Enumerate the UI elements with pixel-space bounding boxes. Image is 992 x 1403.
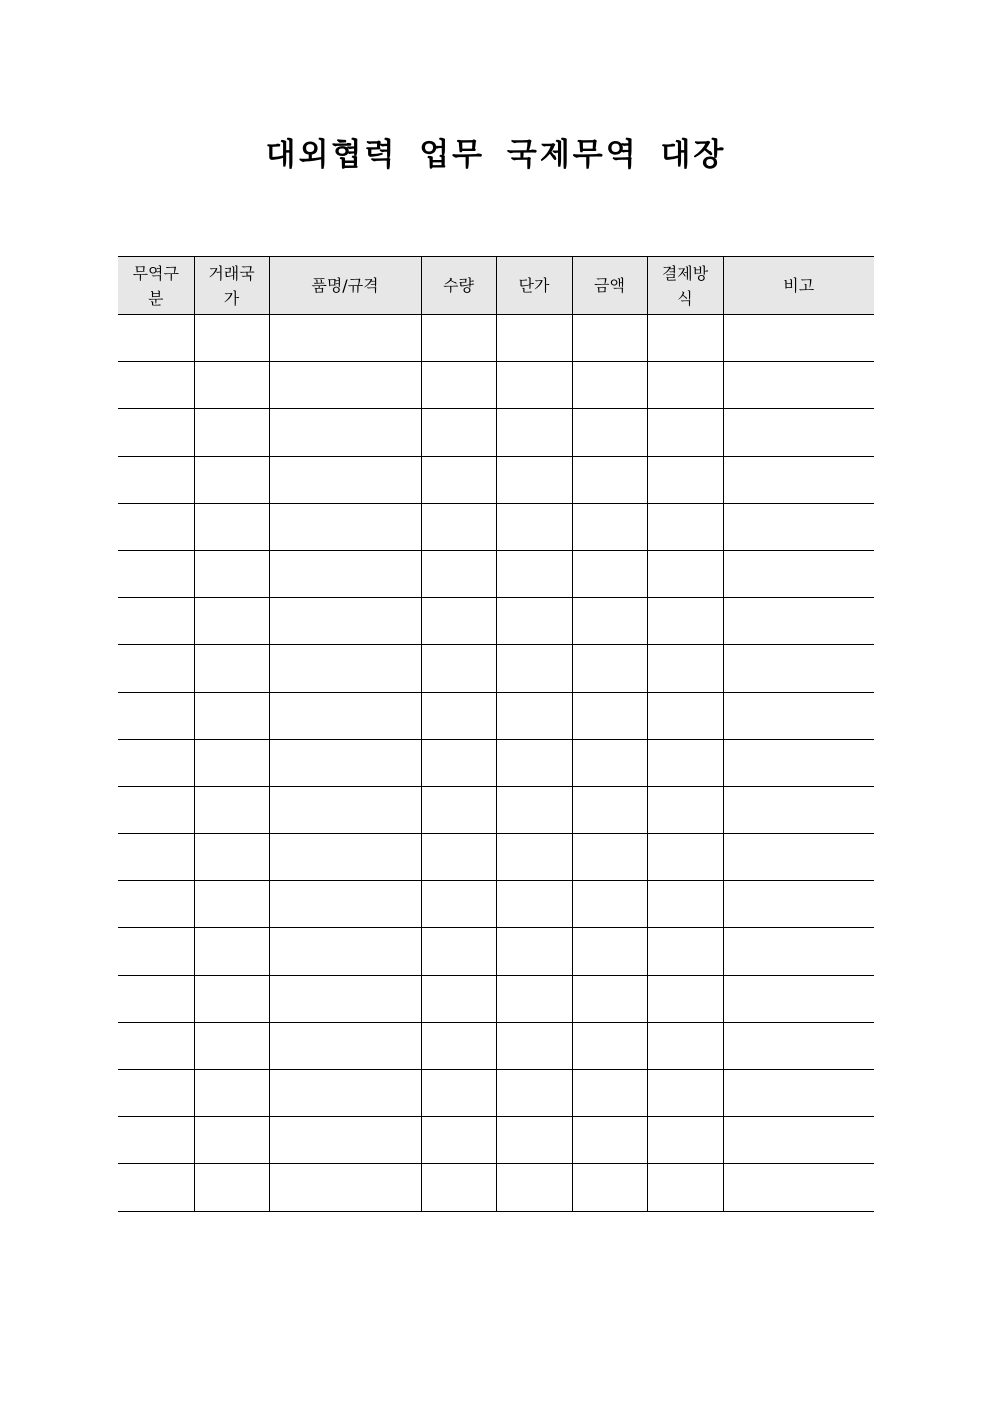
table-cell-trade-type[interactable] (118, 1022, 194, 1069)
table-row (118, 1117, 874, 1164)
table-cell-trade-type[interactable] (118, 1117, 194, 1164)
table-cell-trade-type[interactable] (118, 834, 194, 881)
table-cell-partner-country[interactable] (194, 928, 269, 975)
table-cell-quantity[interactable] (421, 315, 496, 362)
table-cell-item-spec[interactable] (269, 692, 421, 739)
table-cell-item-spec[interactable] (269, 1117, 421, 1164)
table-row (118, 503, 874, 550)
table-row (118, 739, 874, 786)
table-row (118, 362, 874, 409)
table-cell-unit-price[interactable] (496, 503, 572, 550)
table-cell-quantity[interactable] (421, 1022, 496, 1069)
table-cell-payment-method[interactable] (647, 1022, 723, 1069)
table-cell-quantity[interactable] (421, 550, 496, 597)
table-cell-quantity[interactable] (421, 786, 496, 833)
table-cell-unit-price[interactable] (496, 1070, 572, 1117)
table-cell-trade-type[interactable] (118, 1070, 194, 1117)
table-cell-partner-country[interactable] (194, 1164, 269, 1211)
table-row (118, 975, 874, 1022)
table-cell-remarks[interactable] (723, 456, 874, 503)
table-cell-quantity[interactable] (421, 975, 496, 1022)
table-row (118, 598, 874, 645)
table-cell-trade-type[interactable] (118, 409, 194, 456)
table-cell-quantity[interactable] (421, 739, 496, 786)
table-cell-item-spec[interactable] (269, 503, 421, 550)
table-row (118, 834, 874, 881)
table-cell-quantity[interactable] (421, 834, 496, 881)
table-cell-amount[interactable] (572, 409, 647, 456)
table-cell-payment-method[interactable] (647, 692, 723, 739)
table-cell-partner-country[interactable] (194, 598, 269, 645)
table-row (118, 1164, 874, 1211)
table-cell-amount[interactable] (572, 692, 647, 739)
table-cell-partner-country[interactable] (194, 362, 269, 409)
table-cell-amount[interactable] (572, 1070, 647, 1117)
table-row (118, 881, 874, 928)
table-cell-payment-method[interactable] (647, 1070, 723, 1117)
table-cell-quantity[interactable] (421, 598, 496, 645)
table-cell-payment-method[interactable] (647, 834, 723, 881)
table-cell-remarks[interactable] (723, 1070, 874, 1117)
table-cell-trade-type[interactable] (118, 550, 194, 597)
table-cell-amount[interactable] (572, 456, 647, 503)
table-cell-remarks[interactable] (723, 409, 874, 456)
table-cell-item-spec[interactable] (269, 1070, 421, 1117)
table-header-row (118, 257, 874, 315)
table-cell-unit-price[interactable] (496, 1164, 572, 1211)
table-cell-trade-type[interactable] (118, 362, 194, 409)
table-body (118, 315, 874, 1212)
table-cell-unit-price[interactable] (496, 739, 572, 786)
table-cell-item-spec[interactable] (269, 1164, 421, 1211)
table-cell-trade-type[interactable] (118, 692, 194, 739)
table-cell-payment-method[interactable] (647, 881, 723, 928)
table-cell-remarks[interactable] (723, 1022, 874, 1069)
table-cell-trade-type[interactable] (118, 786, 194, 833)
table-cell-partner-country[interactable] (194, 315, 269, 362)
table-cell-item-spec[interactable] (269, 456, 421, 503)
table-cell-partner-country[interactable] (194, 739, 269, 786)
column-header-remarks: 비고 (723, 257, 874, 315)
table-cell-item-spec[interactable] (269, 409, 421, 456)
table-cell-amount[interactable] (572, 362, 647, 409)
table-cell-partner-country[interactable] (194, 645, 269, 692)
table-cell-item-spec[interactable] (269, 598, 421, 645)
table-cell-quantity[interactable] (421, 409, 496, 456)
table-cell-amount[interactable] (572, 1022, 647, 1069)
table-cell-remarks[interactable] (723, 1117, 874, 1164)
table-cell-unit-price[interactable] (496, 928, 572, 975)
table-cell-item-spec[interactable] (269, 881, 421, 928)
table-cell-amount[interactable] (572, 598, 647, 645)
table-cell-trade-type[interactable] (118, 315, 194, 362)
table-cell-trade-type[interactable] (118, 645, 194, 692)
table-cell-partner-country[interactable] (194, 409, 269, 456)
table-cell-amount[interactable] (572, 550, 647, 597)
table-cell-partner-country[interactable] (194, 975, 269, 1022)
table-cell-partner-country[interactable] (194, 456, 269, 503)
page-title: 대외협력 업무 국제무역 대장 (265, 137, 727, 173)
table-cell-partner-country[interactable] (194, 692, 269, 739)
table-cell-quantity[interactable] (421, 928, 496, 975)
table-cell-remarks[interactable] (723, 928, 874, 975)
table-cell-payment-method[interactable] (647, 1117, 723, 1164)
table-cell-unit-price[interactable] (496, 692, 572, 739)
table-cell-trade-type[interactable] (118, 1164, 194, 1211)
table-cell-partner-country[interactable] (194, 834, 269, 881)
table-row (118, 928, 874, 975)
table-cell-payment-method[interactable] (647, 456, 723, 503)
column-header-quantity: 수량 (421, 257, 496, 315)
table-cell-remarks[interactable] (723, 315, 874, 362)
column-header-payment-method: 결제방식 (647, 257, 723, 315)
table-cell-payment-method[interactable] (647, 645, 723, 692)
table-cell-partner-country[interactable] (194, 786, 269, 833)
table-row (118, 315, 874, 362)
table-cell-item-spec[interactable] (269, 834, 421, 881)
table-cell-partner-country[interactable] (194, 1022, 269, 1069)
table-cell-quantity[interactable] (421, 362, 496, 409)
table-cell-partner-country[interactable] (194, 1117, 269, 1164)
table-cell-unit-price[interactable] (496, 975, 572, 1022)
table-cell-payment-method[interactable] (647, 550, 723, 597)
table-cell-partner-country[interactable] (194, 550, 269, 597)
table-cell-remarks[interactable] (723, 786, 874, 833)
table-cell-remarks[interactable] (723, 645, 874, 692)
table-cell-remarks[interactable] (723, 503, 874, 550)
table-cell-amount[interactable] (572, 928, 647, 975)
table-cell-item-spec[interactable] (269, 550, 421, 597)
table-cell-remarks[interactable] (723, 739, 874, 786)
table-cell-unit-price[interactable] (496, 456, 572, 503)
column-header-amount: 금액 (572, 257, 647, 315)
table-cell-item-spec[interactable] (269, 315, 421, 362)
table-cell-trade-type[interactable] (118, 456, 194, 503)
table-cell-payment-method[interactable] (647, 409, 723, 456)
table-cell-item-spec[interactable] (269, 739, 421, 786)
column-header-unit-price: 단가 (496, 257, 572, 315)
table-cell-amount[interactable] (572, 1164, 647, 1211)
table-row (118, 645, 874, 692)
table-cell-quantity[interactable] (421, 1117, 496, 1164)
table-cell-payment-method[interactable] (647, 786, 723, 833)
table-cell-remarks[interactable] (723, 550, 874, 597)
table-cell-payment-method[interactable] (647, 975, 723, 1022)
table-row (118, 1022, 874, 1069)
table-row (118, 1070, 874, 1117)
table-cell-trade-type[interactable] (118, 598, 194, 645)
table-cell-remarks[interactable] (723, 1164, 874, 1211)
table-cell-payment-method[interactable] (647, 315, 723, 362)
table-cell-partner-country[interactable] (194, 881, 269, 928)
table-cell-quantity[interactable] (421, 1070, 496, 1117)
table-row (118, 550, 874, 597)
table-cell-trade-type[interactable] (118, 881, 194, 928)
table-cell-remarks[interactable] (723, 598, 874, 645)
table-cell-unit-price[interactable] (496, 645, 572, 692)
table-cell-unit-price[interactable] (496, 786, 572, 833)
table-cell-item-spec[interactable] (269, 786, 421, 833)
table-cell-amount[interactable] (572, 1117, 647, 1164)
table-cell-trade-type[interactable] (118, 503, 194, 550)
table-cell-item-spec[interactable] (269, 928, 421, 975)
table-cell-remarks[interactable] (723, 834, 874, 881)
table-cell-unit-price[interactable] (496, 362, 572, 409)
table-cell-quantity[interactable] (421, 503, 496, 550)
table-cell-amount[interactable] (572, 786, 647, 833)
table-cell-amount[interactable] (572, 315, 647, 362)
table-cell-amount[interactable] (572, 834, 647, 881)
table-cell-amount[interactable] (572, 975, 647, 1022)
table-cell-payment-method[interactable] (647, 739, 723, 786)
table-cell-item-spec[interactable] (269, 1022, 421, 1069)
table-cell-unit-price[interactable] (496, 315, 572, 362)
table-cell-trade-type[interactable] (118, 975, 194, 1022)
table-cell-amount[interactable] (572, 881, 647, 928)
table-cell-unit-price[interactable] (496, 550, 572, 597)
table-cell-trade-type[interactable] (118, 928, 194, 975)
table-cell-quantity[interactable] (421, 692, 496, 739)
table-row (118, 409, 874, 456)
table-cell-amount[interactable] (572, 739, 647, 786)
table-cell-quantity[interactable] (421, 881, 496, 928)
table-cell-quantity[interactable] (421, 1164, 496, 1211)
table-cell-remarks[interactable] (723, 362, 874, 409)
table-cell-unit-price[interactable] (496, 1022, 572, 1069)
table-cell-payment-method[interactable] (647, 598, 723, 645)
table-cell-item-spec[interactable] (269, 362, 421, 409)
table-row (118, 456, 874, 503)
table-cell-amount[interactable] (572, 645, 647, 692)
table-cell-payment-method[interactable] (647, 928, 723, 975)
table-cell-unit-price[interactable] (496, 1117, 572, 1164)
table-cell-quantity[interactable] (421, 456, 496, 503)
table-cell-item-spec[interactable] (269, 975, 421, 1022)
table-cell-payment-method[interactable] (647, 362, 723, 409)
table-cell-remarks[interactable] (723, 881, 874, 928)
table-cell-unit-price[interactable] (496, 409, 572, 456)
table-cell-payment-method[interactable] (647, 503, 723, 550)
table-row (118, 692, 874, 739)
trade-ledger-table (118, 256, 874, 1212)
column-header-item-spec: 품명/규격 (269, 257, 421, 315)
table-cell-quantity[interactable] (421, 645, 496, 692)
table-cell-remarks[interactable] (723, 692, 874, 739)
table-cell-payment-method[interactable] (647, 1164, 723, 1211)
table-cell-unit-price[interactable] (496, 598, 572, 645)
table-cell-amount[interactable] (572, 503, 647, 550)
table-cell-partner-country[interactable] (194, 1070, 269, 1117)
table-cell-unit-price[interactable] (496, 881, 572, 928)
table-cell-item-spec[interactable] (269, 645, 421, 692)
table-cell-unit-price[interactable] (496, 834, 572, 881)
table-cell-trade-type[interactable] (118, 739, 194, 786)
column-header-partner-country: 거래국가 (194, 257, 269, 315)
table-cell-remarks[interactable] (723, 975, 874, 1022)
column-header-trade-type: 무역구분 (118, 257, 194, 315)
table-row (118, 786, 874, 833)
table-cell-partner-country[interactable] (194, 503, 269, 550)
